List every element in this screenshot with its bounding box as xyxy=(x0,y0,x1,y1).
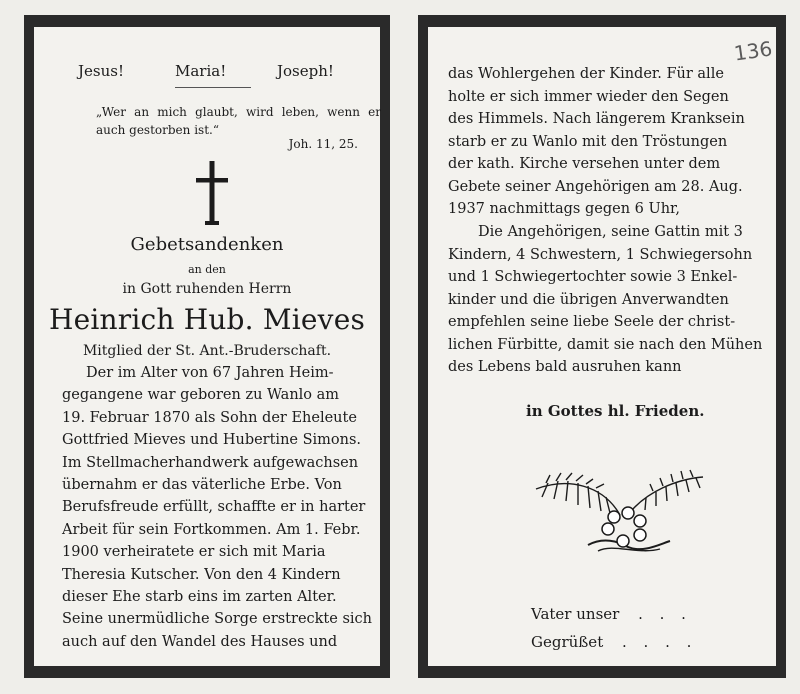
text-line: 1937 nachmittags gegen 6 Uhr, xyxy=(448,201,680,217)
bio-line: Im Stellmacherhandwerk aufgewachsen xyxy=(62,454,359,471)
membership-line: Mitglied der St. Ant.-Bruderschaft. xyxy=(82,343,332,359)
text-line: Gebete seiner Angehörigen am 28. Aug. xyxy=(448,178,743,195)
prayer-dots: . . . . xyxy=(622,633,698,651)
bio-line: Arbeit für sein Fortkommen. Am 1. Febr. xyxy=(62,521,361,538)
name-joseph: Joseph! xyxy=(277,62,334,80)
text-line: und 1 Schwiegertochter sowie 3 Enkel- xyxy=(448,269,738,285)
text-line: des Lebens bald ausruhen kann xyxy=(448,359,682,375)
bio-line: auch auf den Wandel des Hauses und xyxy=(62,633,338,650)
obituary-paragraph-1 xyxy=(448,63,773,221)
bio-line: Berufsfreude erfüllt, schaffte er in harter xyxy=(62,499,366,516)
prayer-dots: . . . xyxy=(638,605,692,623)
subheading-an-den: an den xyxy=(188,263,226,276)
text-line: Die Angehörigen, seine Gattin mit 3 xyxy=(478,224,743,240)
right-card-page xyxy=(418,15,786,678)
latin-cross-icon xyxy=(192,159,232,229)
bio-line: gegangene war geboren zu Wanlo am xyxy=(62,387,340,404)
obituary-paragraph-2 xyxy=(448,221,773,379)
bio-line: übernahm er das väterliche Erbe. Von xyxy=(62,477,342,494)
heading-gebetsandenken: Gebetsandenken xyxy=(130,234,284,255)
text-line: kinder und die übrigen Anverwandten xyxy=(448,291,729,308)
archive-number: 136 xyxy=(732,36,774,66)
text-line: holte er sich immer wieder den Segen xyxy=(448,88,729,105)
prayer-gegruesset xyxy=(531,633,697,651)
bible-reference: Joh. 11, 25. xyxy=(288,137,358,151)
bio-line: Seine unermüdliche Sorge erstreckte sich xyxy=(62,611,372,628)
left-page-paper xyxy=(34,27,380,666)
bio-line: 19. Februar 1870 als Sohn der Eheleute xyxy=(62,409,357,426)
prayer-label: Vater unser xyxy=(531,605,620,623)
bio-line: dieser Ehe starb eins im zarten Alter. xyxy=(62,589,337,606)
closing-phrase: in Gottes hl. Frieden. xyxy=(526,402,705,420)
bio-line: Gottfried Mieves und Hubertine Simons. xyxy=(62,432,362,449)
bio-line: Theresia Kutscher. Von den 4 Kindern xyxy=(62,566,341,583)
bible-quote: „Wer an mich glaubt, wird leben, wenn er auch gestorben ist.“ xyxy=(96,105,381,137)
text-line: das Wohlergehen der Kinder. Für alle xyxy=(448,66,724,82)
bio-line: 1900 verheiratete er sich mit Maria xyxy=(62,544,326,561)
left-card-page xyxy=(24,15,390,678)
bio-line: Der im Alter von 67 Jahren Heim- xyxy=(86,365,334,381)
subheading-in-gott: in Gott ruhenden Herrn xyxy=(122,281,292,297)
text-line: Kindern, 4 Schwestern, 1 Schwiegersohn xyxy=(448,246,753,263)
biography-text xyxy=(62,362,378,653)
text-line: lichen Fürbitte, damit sie nach den Mühen xyxy=(448,336,763,353)
divider-line xyxy=(175,87,251,88)
name-jesus: Jesus! xyxy=(78,62,124,80)
right-page-paper xyxy=(428,27,776,666)
text-line: empfehlen seine liebe Seele der christ- xyxy=(448,314,736,330)
prayer-vater-unser xyxy=(531,605,692,623)
deceased-name: Heinrich Hub. Mieves xyxy=(48,303,366,336)
name-maria: Maria! xyxy=(175,62,227,80)
prayer-label: Gegrüßet xyxy=(531,633,604,651)
text-line: der kath. Kirche versehen unter dem xyxy=(448,156,721,172)
text-line: starb er zu Wanlo mit den Tröstungen xyxy=(448,133,728,150)
text-line: des Himmels. Nach längerem Kranksein xyxy=(448,111,745,127)
palm-branch-wreath-icon xyxy=(528,467,713,557)
